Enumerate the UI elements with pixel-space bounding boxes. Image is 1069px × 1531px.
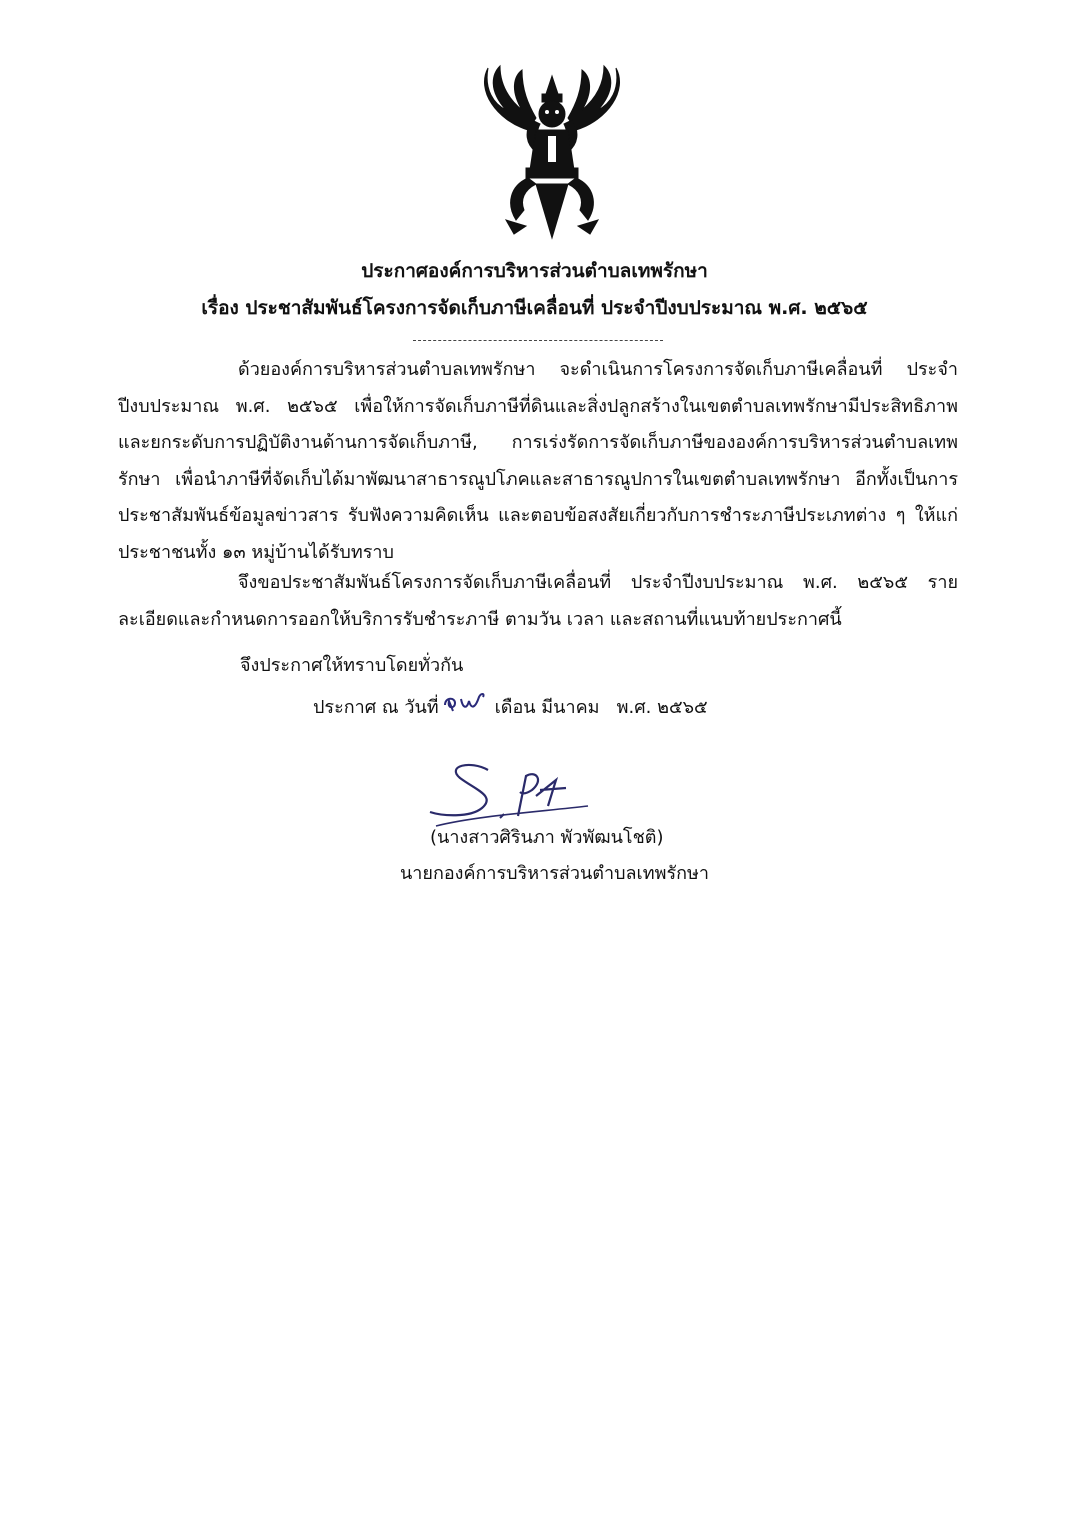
date-day-handwritten: [439, 691, 495, 718]
announcement-issuer-heading: ประกาศองค์การบริหารส่วนตำบลเทพรักษา: [361, 260, 708, 282]
signatory-name: (นางสาวศิรินภา พัวพัฒนโชติ): [430, 827, 664, 848]
announcement-subject-heading: เรื่อง ประชาสัมพันธ์โครงการจัดเก็บภาษีเคลื่อนที่ ประจำปีงบประมาณ พ.ศ. ๒๕๖๕: [201, 297, 868, 319]
body-paragraph-1: ด้วยองค์การบริหารส่วนตำบลเทพรักษา จะดำเนินการโครงการจัดเก็บภาษีเคลื่อนที่ ประจำปีงบประมาณ พ.ศ. ๒๕๖๕ เพื่อให้การจัดเก็บภาษีที่ดินและสิ่งปลูกสร้างในเขตตำบลเทพรักษามีประสิทธิภาพ และยกระดับการปฏิบัติงานด้านการจัดเก็บภาษี, การเร่งรัดการจัดเก็บภาษีขององค์การบริหารส่วนตำบลเทพรักษา เพื่อนำภาษีที่จัดเก็บได้มาพัฒนาสาธารณูปโภคและสาธารณูปการในเขตตำบลเทพรักษา อีกทั้งเป็นการประชาสัมพันธ์ข้อมูลข่าวสาร รับฟังความคิดเห็น และตอบข้อสงสัยเกี่ยวกับการชำระภาษีประเภทต่าง ๆ ให้แก่ประชาชนทั้ง ๑๓ หมู่บ้านได้รับทราบ: [118, 359, 958, 563]
heading-divider: [413, 340, 663, 341]
garuda-emblem-icon: [466, 60, 638, 242]
body-paragraph-2: จึงขอประชาสัมพันธ์โครงการจัดเก็บภาษีเคลื่อนที่ ประจำปีงบประมาณ พ.ศ. ๒๕๖๕ รายละเอียดและกำหนดการออกให้บริการรับชำระภาษี ตามวัน เวลา และสถานที่แนบท้ายประกาศนี้: [118, 572, 958, 630]
signatory-title: นายกองค์การบริหารส่วนตำบลเทพรักษา: [400, 863, 709, 884]
date-prefix: ประกาศ ณ วันที่: [313, 697, 439, 718]
announcement-date: [313, 691, 708, 721]
date-month: เดือน มีนาคม: [494, 697, 600, 718]
handwritten-day-icon: [439, 691, 495, 713]
closing-statement: จึงประกาศให้ทราบโดยทั่วกัน: [240, 655, 464, 676]
date-year: พ.ศ. ๒๕๖๕: [616, 697, 708, 718]
